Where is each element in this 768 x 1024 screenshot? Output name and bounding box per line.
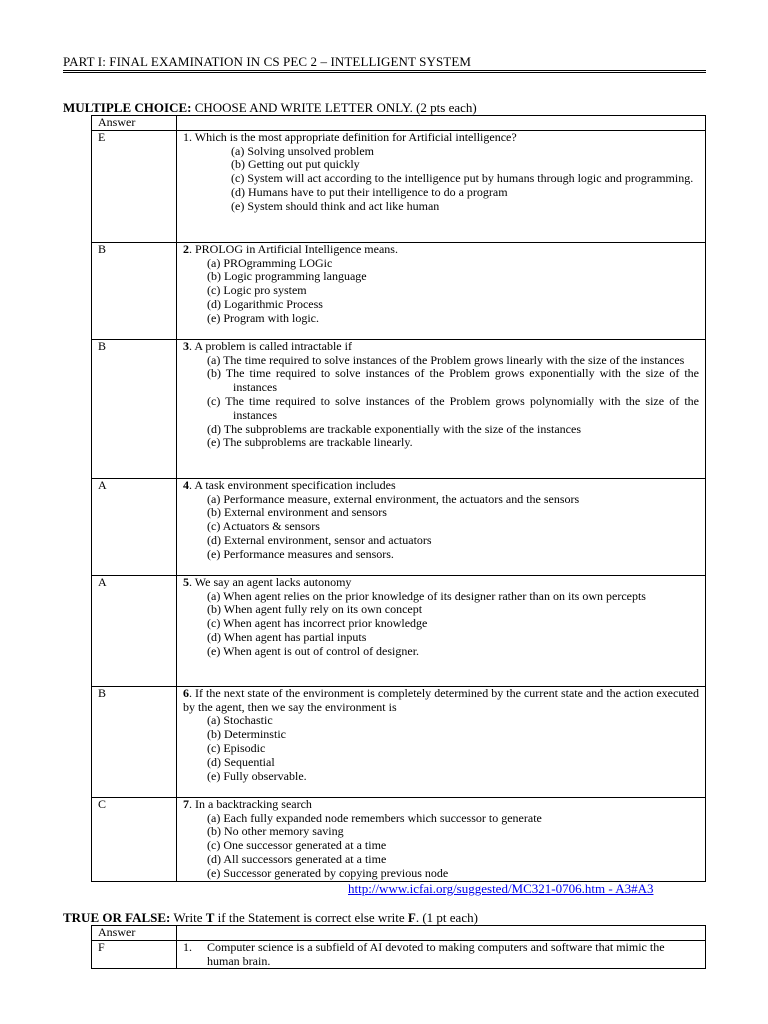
mc-section-title	[63, 100, 477, 116]
option: (c) Logic pro system	[207, 283, 307, 298]
option: (d) Sequential	[207, 754, 275, 769]
answer-cell: B	[92, 242, 177, 339]
option: (d) Humans have to put their intelligence to do a program	[231, 184, 508, 199]
question-number: 1	[183, 129, 189, 144]
question-cell	[177, 242, 706, 339]
answer-cell: A	[92, 478, 177, 575]
header-rule-double	[63, 72, 706, 73]
tf-table	[91, 925, 706, 969]
option: (e) Successor generated by copying previous node	[207, 865, 449, 880]
question-row	[92, 575, 706, 686]
header-rule	[63, 70, 706, 71]
question-row	[92, 478, 706, 575]
question-text: 6. If the next state of the environment is completely determined by the current state and the action executed by the agent, then we say the environment is	[183, 685, 699, 714]
option: (a) The time required to solve instances of the Problem grows linearly with the size of the instances	[207, 352, 685, 367]
question-number: 6	[183, 685, 189, 700]
answer-cell: A	[92, 575, 177, 686]
question-number: 3	[183, 338, 189, 353]
option: (e) The subproblems are trackable linearly.	[207, 435, 413, 450]
option: (c) Actuators & sensors	[207, 519, 320, 534]
question-cell	[177, 339, 706, 478]
tf-section-title: TRUE OR FALSE: Write T if the Statement is correct else write F. (1 pt each)	[63, 910, 478, 925]
option: (b) Logic programming language	[207, 269, 367, 284]
mc-label: MULTIPLE CHOICE:	[63, 100, 192, 115]
option: (a) Performance measure, external environment, the actuators and the sensors	[207, 491, 580, 506]
option: (d) When agent has partial inputs	[207, 629, 367, 644]
question-cell	[177, 797, 706, 881]
option: (a) Each fully expanded node remembers which successor to generate	[207, 810, 542, 825]
option: (a) PROgramming LOGic	[207, 255, 333, 270]
answer-cell: B	[92, 339, 177, 478]
option: (e) Program with logic.	[207, 310, 319, 325]
question-row	[92, 339, 706, 478]
option: (b) External environment and sensors	[207, 505, 387, 520]
question-text: 1. Which is the most appropriate definition for Artificial intelligence?	[183, 129, 517, 144]
statement-number: 1.	[183, 939, 192, 954]
option: (e) When agent is out of control of designer.	[207, 643, 420, 658]
question-row	[92, 797, 706, 881]
question-number: 2	[183, 241, 189, 256]
question-text: 2. PROLOG in Artificial Intelligence means.	[183, 241, 398, 256]
question-cell	[177, 575, 706, 686]
option: (b) Getting out put quickly	[231, 157, 360, 172]
option: (b) No other memory saving	[207, 824, 344, 839]
question-cell	[177, 478, 706, 575]
question-number: 5	[183, 574, 189, 589]
answer-header-spacer	[177, 926, 706, 941]
question-cell	[177, 686, 706, 797]
tf-row	[92, 940, 706, 969]
option: (c) One successor generated at a time	[207, 838, 387, 853]
option: (a) When agent relies on the prior knowledge of its designer rather than on its own percepts	[207, 588, 646, 603]
page-header: PART I: FINAL EXAMINATION IN CS PEC 2 – INTELLIGENT SYSTEM	[63, 54, 472, 69]
option: (d) Logarithmic Process	[207, 296, 323, 311]
mc-instruction: CHOOSE AND WRITE LETTER ONLY. (2 pts each)	[191, 100, 477, 115]
option: (e) System should think and act like human	[231, 198, 440, 213]
option: (c) System will act according to the intelligence put by humans through logic and programming.	[231, 171, 694, 186]
question-cell	[177, 130, 706, 242]
tf-label: TRUE OR FALSE:	[63, 910, 171, 925]
option: (c) Episodic	[207, 740, 266, 755]
question-text: 3. A problem is called intractable if	[183, 338, 352, 353]
question-number: 7	[183, 796, 189, 811]
question-row	[92, 242, 706, 339]
option: (a) Stochastic	[207, 713, 273, 728]
question-row	[92, 686, 706, 797]
option: (a) Solving unsolved problem	[231, 143, 374, 158]
question-row	[92, 130, 706, 242]
question-number: 4	[183, 477, 189, 492]
option: (b) Determinstic	[207, 727, 286, 742]
question-text: 7. In a backtracking search	[183, 796, 312, 811]
answer-cell: B	[92, 686, 177, 797]
reference-link[interactable]: http://www.icfai.org/suggested/MC321-0706.htm - A3#A3	[348, 881, 654, 896]
mc-table	[91, 115, 706, 882]
answer-header-spacer	[177, 116, 706, 131]
option: (b) When agent fully rely on its own concept	[207, 602, 423, 617]
question-text: 5. We say an agent lacks autonomy	[183, 574, 352, 589]
statement-text: 1. Computer science is a subfield of AI devoted to making computers and software that mimic the human brain.	[183, 939, 665, 968]
option: (e) Performance measures and sensors.	[207, 546, 394, 561]
option: (d) The subproblems are trackable exponentially with the size of the instances	[207, 421, 581, 436]
option: (d) All successors generated at a time	[207, 851, 387, 866]
answer-cell: F	[92, 940, 177, 969]
option: (d) External environment, sensor and actuators	[207, 532, 432, 547]
answer-header: Answer	[92, 116, 177, 131]
question-text: 4. A task environment specification includes	[183, 477, 396, 492]
option: (b) The time required to solve instances of the Problem grows exponentially with the size of the instances	[207, 366, 699, 395]
option: (e) Fully observable.	[207, 768, 307, 783]
answer-cell: E	[92, 130, 177, 242]
answer-header: Answer	[92, 926, 177, 941]
statement-cell	[177, 940, 706, 969]
option: (c) The time required to solve instances of the Problem grows polynomially with the size of the instances	[207, 393, 699, 422]
option: (c) When agent has incorrect prior knowledge	[207, 616, 428, 631]
answer-cell: C	[92, 797, 177, 881]
